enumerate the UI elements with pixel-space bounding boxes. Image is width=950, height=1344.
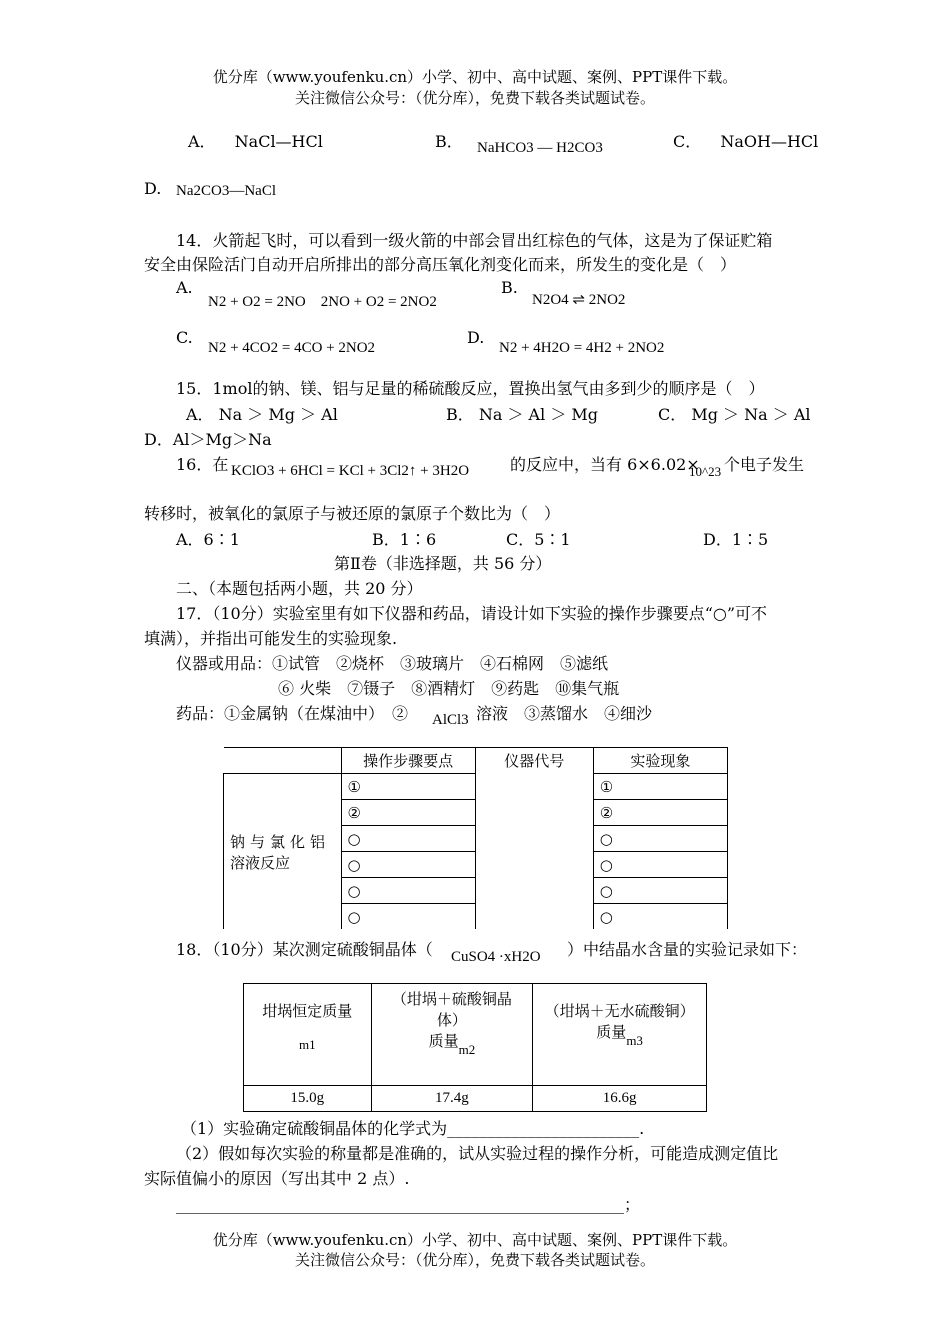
q17-phenomenon-cell[interactable]: ② (593, 800, 727, 826)
q14-option-b-formula: N2O4 ⇌ 2NO2 (532, 292, 626, 308)
q17-table (223, 747, 728, 929)
q17-phenomenon-cell[interactable]: ○ (593, 904, 727, 930)
q17-phenomenon-cell[interactable]: ○ (593, 826, 727, 852)
q15-stem: 15．1mol的钠、镁、铝与足量的稀硫酸反应，置换出氢气由多到少的顺序是（ ） (176, 379, 765, 398)
q18-sub-2-line-1: （2）假如每次实验的称量都是准确的，试从实验过程的操作分析，可能造成测定值比 (176, 1144, 779, 1163)
q17-table-header-instruments: 仪器代号 (475, 748, 593, 774)
q14-stem-1: 14．火箭起飞时，可以看到一级火箭的中部会冒出红棕色的气体，这是为了保证贮箱 (176, 231, 773, 250)
q14-option-c-label: C. (176, 328, 193, 347)
q17-step-cell[interactable]: ○ (341, 826, 475, 852)
header-line-2: 关注微信公众号：（优分库），免费下载各类试题试卷。 (294, 89, 655, 107)
footer-line-2: 关注微信公众号：（优分库），免费下载各类试题试卷。 (294, 1251, 655, 1269)
header-line-1: 优分库（www.youfenku.cn）小学、初中、高中试题、案例、PPT课件下载。 (212, 68, 738, 86)
q18-header-m2: （坩埚＋硫酸铜晶 体） 质量m2 (371, 984, 533, 1086)
q18-prefix: 18．（10分）某次测定硫酸铜晶体（ (176, 940, 433, 959)
q18-answer-blank[interactable]: ________________________________________________________； (176, 1195, 641, 1214)
q17-table-header-blank (224, 748, 342, 774)
q15-option-b: B． Na ＞ Al ＞ Mg (446, 405, 599, 424)
q17-step-cell[interactable]: ○ (341, 904, 475, 930)
q14-option-c-formula: N2 + 4CO2 = 4CO + 2NO2 (208, 340, 376, 356)
q13-option-b-formula: NaHCO3 — H2CO3 (477, 140, 603, 156)
footer-line-1: 优分库（www.youfenku.cn）小学、初中、高中试题、案例、PPT课件下载。 (212, 1231, 738, 1249)
q14-option-a-label: A. (176, 278, 193, 297)
q17-table-row-label: 钠与氯化铝 溶液反应 (224, 774, 342, 930)
q14-option-d-label: D. (467, 328, 485, 347)
q17-step-cell[interactable]: ② (341, 800, 475, 826)
q17-stem-1: 17．（10分）实验室里有如下仪器和药品，请设计如下实验的操作步骤要点“○”可不 (176, 604, 768, 623)
q18-sub-2-line-2: 实际值偏小的原因（写出其中 2 点）. (144, 1169, 410, 1188)
q17-reagents-prefix: 药品：①金属钠（在煤油中） ② (176, 704, 409, 723)
q14-option-a-formula: N2 + O2 = 2NO 2NO + O2 = 2NO2 (208, 294, 437, 310)
q16-option-b: B．1∶6 (372, 530, 437, 549)
q13-option-b-label: B． (435, 132, 463, 151)
q16-option-a: A．6∶1 (176, 530, 240, 549)
q17-phenomenon-cell[interactable]: ○ (593, 878, 727, 904)
q16-prefix: 16．在 (176, 455, 229, 474)
q18-table (243, 983, 707, 1112)
q16-suffix: 个电子发生 (724, 455, 805, 474)
q17-reagents-suffix: 溶液 ③蒸馏水 ④细沙 (476, 704, 653, 723)
q17-phenomenon-cell[interactable]: ○ (593, 852, 727, 878)
q18-value-m2: 17.4g (371, 1086, 533, 1112)
q17-reagents-formula: AlCl3 (432, 712, 469, 728)
q17-instruments-2: ⑥ 火柴 ⑦镊子 ⑧酒精灯 ⑨药匙 ⑩集气瓶 (278, 679, 620, 698)
q17-step-cell[interactable]: ○ (341, 878, 475, 904)
q13-option-c: C． NaOH—HCl (673, 132, 819, 151)
q18-header-m3: （坩埚＋无水硫酸铜） 质量m3 (533, 984, 707, 1086)
q13-option-d-label: D. (144, 179, 162, 198)
q14-option-d-formula: N2 + 4H2O = 4H2 + 2NO2 (499, 340, 665, 356)
q16-mid: 的反应中，当有 6×6.02× (510, 455, 700, 474)
q14-stem-2: 安全由保险活门自动开启所排出的部分高压氧化剂变化而来，所发生的变化是（ ） (144, 255, 737, 274)
q17-instruments-1: ①试管 ②烧杯 ③玻璃片 ④石棉网 ⑤滤纸 (272, 654, 609, 673)
q17-step-cell[interactable]: ○ (341, 852, 475, 878)
q17-table-header-steps: 操作步骤要点 (341, 748, 475, 774)
q16-power: 10^23 (689, 464, 722, 479)
q18-formula: CuSO4 ·xH2O (451, 949, 541, 965)
q17-instrument-cell[interactable] (475, 774, 593, 930)
q17-step-cell[interactable]: ① (341, 774, 475, 800)
q18-value-m1: 15.0g (244, 1086, 372, 1112)
section-2-part: 二、（本题包括两小题，共 20 分） (176, 579, 423, 598)
q17-phenomenon-cell[interactable]: ① (593, 774, 727, 800)
q15-option-a: A． Na ＞ Mg ＞ Al (186, 405, 338, 424)
q13-option-a: A． NaCl—HCl (188, 132, 323, 151)
q13-option-d-formula: Na2CO3—NaCl (176, 183, 276, 199)
q16-option-d: D．1∶5 (703, 530, 769, 549)
section-2-title: 第Ⅱ卷（非选择题，共 56 分） (334, 554, 552, 573)
q18-sub-1: （1）实验确定硫酸铜晶体的化学式为________________________. (181, 1119, 645, 1138)
q18-suffix: ）中结晶水含量的实验记录如下： (567, 940, 808, 959)
q15-option-d: D．Al＞Mg＞Na (144, 430, 272, 449)
q16-equation: KClO3 + 6HCl = KCl + 3Cl2↑ + 3H2O (231, 463, 470, 479)
q17-instruments-label: 仪器或用品： (176, 654, 273, 673)
q14-option-b-label: B. (501, 278, 518, 297)
q18-header-m1: 坩埚恒定质量 m1 (244, 984, 372, 1086)
q16-option-c: C．5∶1 (506, 530, 571, 549)
q17-table-header-phenomena: 实验现象 (593, 748, 727, 774)
q15-option-c: C． Mg ＞ Na ＞ Al (658, 405, 811, 424)
q16-stem-2: 转移时，被氧化的氯原子与被还原的氯原子个数比为（ ） (144, 504, 561, 523)
q18-value-m3: 16.6g (533, 1086, 707, 1112)
q17-stem-2: 填满），并指出可能发生的实验现象. (144, 629, 398, 648)
